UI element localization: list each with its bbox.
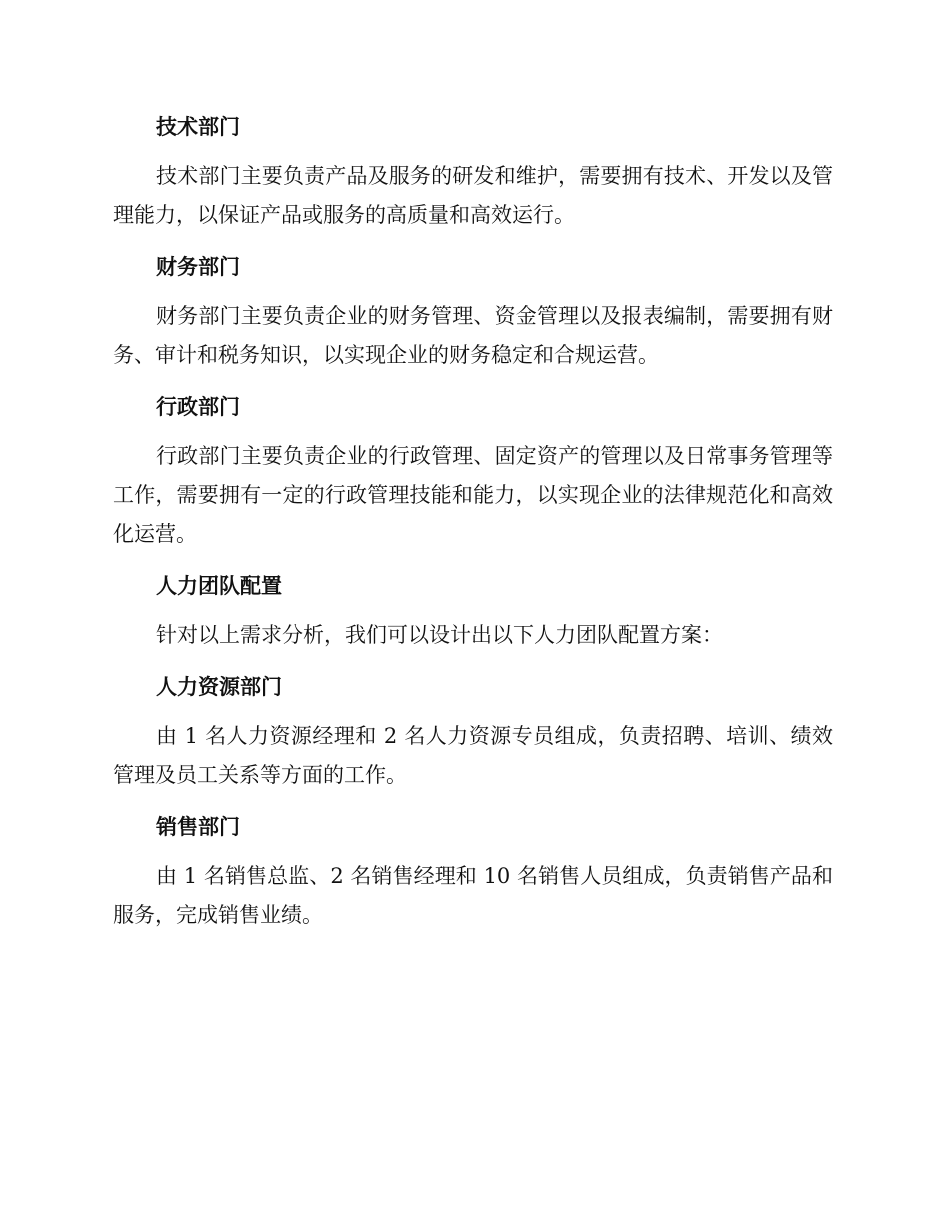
section-heading-tech: 技术部门 [156,115,240,139]
section-heading-sales: 销售部门 [156,815,240,839]
document-content [113,108,833,948]
section-body-tech: 技术部门主要负责产品及服务的研发和维护，需要拥有技术、开发以及管理能力，以保证产品或服务的高质量和高效运行。 [113,164,833,227]
section-heading-team-config: 人力团队配置 [156,574,282,598]
section-heading-finance: 财务部门 [156,255,240,279]
section-body-hr: 由 1 名人力资源经理和 2 名人力资源专员组成，负责招聘、培训、绩效管理及员工关系等方面的工作。 [113,724,833,787]
section-body-finance: 财务部门主要负责企业的财务管理、资金管理以及报表编制，需要拥有财务、审计和税务知识，以实现企业的财务稳定和合规运营。 [113,304,833,367]
section-body-sales: 由 1 名销售总监、2 名销售经理和 10 名销售人员组成，负责销售产品和服务，完成销售业绩。 [113,864,833,927]
section-heading-admin: 行政部门 [156,395,240,419]
section-heading-hr: 人力资源部门 [156,675,282,699]
section-body-team-config: 针对以上需求分析，我们可以设计出以下人力团队配置方案： [156,623,723,647]
section-body-admin: 行政部门主要负责企业的行政管理、固定资产的管理以及日常事务管理等工作，需要拥有一定的行政管理技能和能力，以实现企业的法律规范化和高效化运营。 [113,444,833,546]
